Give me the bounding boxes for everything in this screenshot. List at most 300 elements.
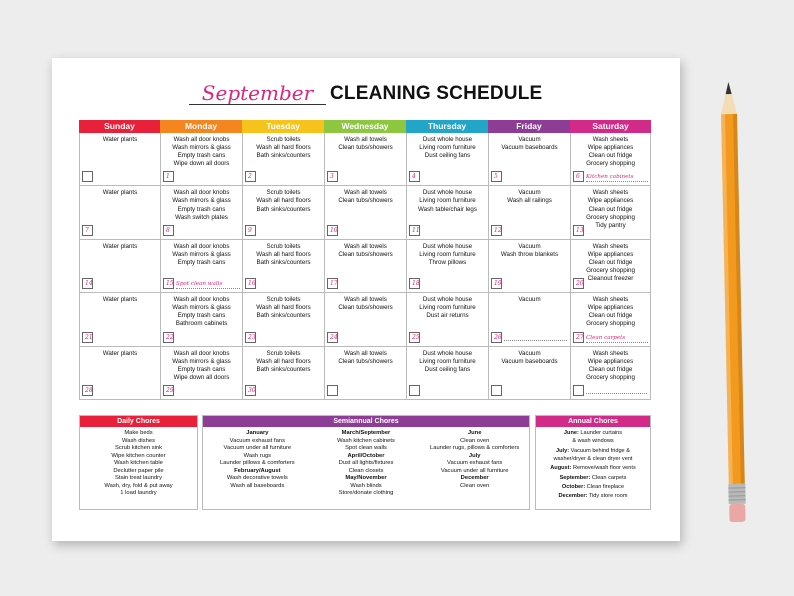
annual-chore-item <box>536 429 650 438</box>
checkbox[interactable] <box>327 332 338 343</box>
day-cell <box>79 186 160 238</box>
checkbox[interactable] <box>573 278 584 289</box>
day-number: 16 <box>248 280 256 288</box>
checkbox[interactable] <box>327 225 338 236</box>
day-number: 20 <box>576 280 584 288</box>
annual-chore-item <box>536 474 650 483</box>
annual-month-label: June: <box>563 430 579 436</box>
task-list <box>571 133 650 168</box>
checkbox[interactable] <box>491 385 502 396</box>
task-list <box>407 240 488 267</box>
page-title: CLEANING SCHEDULE <box>330 83 543 104</box>
pencil-ferrule <box>728 484 745 504</box>
day-cell <box>242 186 324 238</box>
checkbox[interactable] <box>491 332 502 343</box>
checkbox[interactable] <box>573 225 584 236</box>
day-number: 24 <box>330 333 338 341</box>
day-number: 23 <box>248 333 256 341</box>
task-item: Wash all towels <box>344 136 387 143</box>
task-item: Wash throw blankets <box>500 250 559 258</box>
day-cell <box>406 240 488 292</box>
task-item: Vacuum <box>518 349 541 357</box>
task-list <box>80 133 160 144</box>
semiannual-chore-item: Dust all lights/fixtures <box>338 460 394 466</box>
semiannual-chore-item: Vacuum exhaust fans <box>229 437 285 444</box>
task-item: Clean out fridge <box>588 312 633 320</box>
task-item: Dust whole house <box>422 242 473 250</box>
semiannual-chore-item: Wash kitchen cabinets <box>337 437 395 444</box>
task-item: Clean out fridge <box>588 205 633 213</box>
task-list <box>80 347 160 358</box>
semiannual-chore-item: Vacuum under all furniture <box>440 467 509 474</box>
printable-sheet <box>52 58 680 541</box>
annual-chore-continuation: & wash windows <box>572 438 614 445</box>
task-list <box>80 186 160 197</box>
weekday-header-friday: Friday <box>488 120 570 133</box>
day-cell <box>79 293 160 345</box>
day-number: 28 <box>85 386 93 394</box>
checkbox[interactable] <box>409 278 420 289</box>
task-item: Tidy pantry <box>595 221 626 229</box>
weekday-header-thursday: Thursday <box>406 120 488 133</box>
semiannual-chore-item: Store/donate clothing <box>338 490 394 496</box>
day-number: 14 <box>85 280 93 288</box>
pencil-eraser <box>729 504 745 522</box>
checkbox[interactable] <box>409 332 420 343</box>
task-list <box>325 133 406 152</box>
checkbox[interactable] <box>163 225 174 236</box>
task-item: Living room furniture <box>419 250 476 258</box>
task-item: Clean tubs/showers <box>338 357 393 365</box>
task-item: Wash all hard floors <box>256 304 311 312</box>
day-cell <box>79 240 160 292</box>
day-number: 10 <box>330 226 338 234</box>
task-item: Dust air returns <box>426 312 469 320</box>
task-item: Wash all towels <box>344 189 387 197</box>
daily-chore-item: 1 load laundry <box>120 490 157 496</box>
task-list <box>161 347 242 382</box>
day-number: 27 <box>576 333 584 341</box>
task-list <box>161 240 242 267</box>
task-list <box>161 133 242 168</box>
task-item: Grocery shopping <box>586 267 635 275</box>
daily-chores-title: Daily Chores <box>80 416 197 427</box>
task-item: Wash sheets <box>592 136 629 143</box>
checkbox[interactable] <box>163 171 174 182</box>
checkbox[interactable] <box>82 385 93 396</box>
checkbox[interactable] <box>327 171 338 182</box>
task-item: Scrub toilets <box>266 189 301 197</box>
checkbox[interactable] <box>163 332 174 343</box>
day-cell <box>406 293 488 345</box>
daily-chore-item: Make beds <box>124 430 153 436</box>
task-item: Bath sinks/counters <box>256 312 311 320</box>
semiannual-chore-item: Wash rugs <box>243 452 272 459</box>
task-item: Wash mirrors & glass <box>172 197 231 205</box>
week-row <box>79 347 651 400</box>
day-cell <box>570 347 651 399</box>
task-item: Water plants <box>102 242 138 250</box>
task-item: Water plants <box>102 189 138 197</box>
task-item: Wipe appliances <box>587 144 634 152</box>
annual-chore-text: Vacuum behind fridge & <box>570 447 630 454</box>
day-number: 13 <box>576 226 584 234</box>
task-item: Clean tubs/showers <box>338 144 393 152</box>
daily-chore-item: Stain treat laundry <box>114 475 163 481</box>
task-item: Empty trash cans <box>177 258 226 266</box>
task-item: Grocery shopping <box>586 213 635 221</box>
checkbox[interactable] <box>573 332 584 343</box>
checkbox[interactable] <box>82 225 93 236</box>
day-cell <box>406 186 488 238</box>
task-item: Wash mirrors & glass <box>172 250 231 258</box>
semiannual-month-heading: July <box>468 452 481 459</box>
task-item: Living room furniture <box>419 357 476 365</box>
day-cell <box>324 133 406 185</box>
task-item: Scrub toilets <box>266 242 301 250</box>
task-list <box>407 293 488 320</box>
weekday-header-monday: Monday <box>160 120 242 133</box>
checkbox[interactable] <box>491 278 502 289</box>
task-item: Dust ceiling fans <box>424 365 471 373</box>
header <box>52 82 680 112</box>
day-cell <box>79 347 160 399</box>
day-number: 7 <box>85 226 89 234</box>
task-item: Clean out fridge <box>588 258 633 266</box>
task-item: Empty trash cans <box>177 205 226 213</box>
task-item: Empty trash cans <box>177 365 226 373</box>
checkbox[interactable] <box>573 385 584 396</box>
day-number: 17 <box>330 280 338 288</box>
task-item: Clean out fridge <box>588 152 633 160</box>
day-cell <box>242 240 324 292</box>
daily-chore-item: Declutter paper pile <box>113 467 164 474</box>
annual-month-label: September: <box>559 474 591 481</box>
semiannual-columns <box>203 427 529 498</box>
task-item: Wipe appliances <box>587 357 634 365</box>
task-item: Water plants <box>102 296 138 304</box>
semiannual-column-1 <box>203 430 312 498</box>
task-item: Wash mirrors & glass <box>172 304 231 312</box>
semiannual-chore-item: Vacuum under all furniture <box>223 445 292 451</box>
semiannual-column-2 <box>312 430 421 498</box>
semiannual-chores-title: Semiannual Chores <box>203 416 529 427</box>
task-item: Clean tubs/showers <box>338 250 393 258</box>
daily-chores-list <box>80 427 197 498</box>
day-cell <box>570 133 651 185</box>
handwritten-note: Spot clean walls <box>176 280 240 289</box>
day-cell <box>570 240 651 292</box>
task-item: Bath sinks/counters <box>256 152 311 160</box>
calendar-grid <box>79 120 651 400</box>
day-cell <box>160 240 242 292</box>
weekday-header-tuesday: Tuesday <box>242 120 324 133</box>
day-cell <box>242 347 324 399</box>
task-item: Clean tubs/showers <box>338 304 393 312</box>
task-item: Wash sheets <box>592 349 629 357</box>
weekday-header-row <box>79 120 651 133</box>
task-list <box>407 347 488 374</box>
annual-month-label: December: <box>558 493 588 500</box>
annual-chore-item <box>536 483 650 492</box>
day-number: 6 <box>576 173 580 181</box>
task-list <box>243 133 324 160</box>
checkbox[interactable] <box>82 171 93 182</box>
checkbox[interactable] <box>245 225 256 236</box>
task-item: Dust whole house <box>422 189 473 197</box>
day-number: 19 <box>494 280 502 288</box>
annual-chore-item <box>536 447 650 456</box>
weekday-header-sunday: Sunday <box>79 120 160 133</box>
checkbox[interactable] <box>491 171 502 182</box>
task-item: Bath sinks/counters <box>256 365 311 373</box>
task-item: Wash all railings <box>507 197 552 205</box>
semiannual-chore-item: Vacuum exhaust fans <box>447 460 503 466</box>
day-cell <box>324 293 406 345</box>
task-list <box>489 293 570 304</box>
semiannual-month-heading: June <box>467 430 482 436</box>
task-item: Dust whole house <box>422 136 473 143</box>
task-item: Vacuum <box>518 242 541 250</box>
task-item: Wash switch plates <box>175 213 228 221</box>
day-cell <box>406 347 488 399</box>
checkbox[interactable] <box>163 385 174 396</box>
task-item: Vacuum baseboards <box>501 357 558 365</box>
week-row <box>79 240 651 293</box>
semiannual-chore-item: Launder pillows & comforters <box>219 460 295 466</box>
annual-chore-item <box>536 464 650 473</box>
annual-chore-text: Clean fireplace <box>586 483 625 490</box>
day-cell <box>406 133 488 185</box>
task-item: Cleanout freezer <box>587 275 634 283</box>
semiannual-month-heading: February/August <box>234 467 281 474</box>
task-list <box>243 347 324 374</box>
task-item: Bath sinks/counters <box>256 205 311 213</box>
checkbox[interactable] <box>573 171 584 182</box>
task-item: Wash all door knobs <box>173 189 230 197</box>
semiannual-column-3 <box>420 430 529 498</box>
task-list <box>571 347 650 382</box>
checkbox[interactable] <box>163 278 174 289</box>
task-list <box>407 186 488 213</box>
checkbox[interactable] <box>327 385 338 396</box>
checkbox[interactable] <box>409 171 420 182</box>
checkbox[interactable] <box>245 171 256 182</box>
task-list <box>571 240 650 283</box>
day-number: 5 <box>494 173 498 181</box>
task-item: Wash all hard floors <box>256 357 311 365</box>
semiannual-month-heading: January <box>246 430 269 436</box>
day-cell <box>488 293 570 345</box>
task-item: Wash table/chair legs <box>418 205 477 213</box>
checkbox[interactable] <box>409 385 420 396</box>
task-list <box>243 293 324 320</box>
daily-chore-item: Wash dishes <box>122 437 155 444</box>
task-item: Wash all hard floors <box>256 197 311 205</box>
day-cell <box>570 293 651 345</box>
task-list <box>243 186 324 213</box>
task-item: Vacuum <box>518 189 541 197</box>
checkbox[interactable] <box>327 278 338 289</box>
semiannual-chore-item: Wash decorative towels <box>226 475 288 481</box>
task-list <box>489 240 570 259</box>
semiannual-chore-item: Clean oven <box>460 437 490 444</box>
task-item: Grocery shopping <box>586 160 635 168</box>
task-item: Water plants <box>102 349 138 357</box>
task-list <box>161 293 242 328</box>
day-number: 4 <box>412 173 416 181</box>
day-number: 1 <box>166 173 170 181</box>
checkbox[interactable] <box>245 385 256 396</box>
day-number: 18 <box>412 280 420 288</box>
handwritten-note: Clean carpets <box>586 334 648 343</box>
annual-chore-text: Remove/wash floor vents <box>572 465 636 472</box>
annual-chore-text: Clean carpets <box>591 474 627 481</box>
checkbox[interactable] <box>491 225 502 236</box>
day-number: 30 <box>248 386 256 394</box>
day-cell <box>79 133 160 185</box>
task-list <box>161 186 242 221</box>
task-list <box>80 293 160 304</box>
daily-chore-item: Wash, dry, fold & put away <box>104 482 173 489</box>
blank-write-line <box>586 393 647 394</box>
task-item: Wash sheets <box>592 242 629 250</box>
task-item: Wash all towels <box>344 349 387 357</box>
day-cell <box>160 347 242 399</box>
task-item: Living room furniture <box>419 144 476 152</box>
task-item: Vacuum <box>518 296 541 304</box>
daily-chore-item: Wash kitchen table <box>114 460 163 466</box>
task-item: Wash all towels <box>344 242 387 250</box>
week-row <box>79 293 651 346</box>
annual-month-label: July: <box>556 447 570 454</box>
semiannual-month-heading: December <box>460 475 489 481</box>
blank-write-line <box>504 340 567 341</box>
day-cell <box>324 186 406 238</box>
daily-chore-item: Scrub kitchen sink <box>114 445 163 451</box>
task-item: Wash all towels <box>344 296 387 304</box>
task-item: Wash all hard floors <box>256 250 311 258</box>
task-item: Clean out fridge <box>588 365 633 373</box>
checkbox[interactable] <box>245 278 256 289</box>
task-item: Vacuum baseboards <box>501 144 558 152</box>
annual-chores-list <box>536 427 650 501</box>
task-item: Wash sheets <box>592 296 629 304</box>
task-item: Dust whole house <box>422 349 473 357</box>
day-cell <box>488 347 570 399</box>
day-number: 25 <box>412 333 420 341</box>
semiannual-month-heading: March/September <box>341 430 391 436</box>
annual-chore-item <box>536 492 650 501</box>
task-list <box>489 186 570 205</box>
pencil-lead <box>725 82 731 94</box>
annual-chores-panel <box>535 415 651 510</box>
task-list <box>489 133 570 152</box>
day-cell <box>242 293 324 345</box>
checkbox[interactable] <box>245 332 256 343</box>
pencil-image <box>717 80 749 526</box>
semiannual-chore-item: Launder rugs, pillows & comforters <box>430 445 520 451</box>
task-list <box>325 293 406 312</box>
day-cell <box>160 186 242 238</box>
day-number: 12 <box>494 226 502 234</box>
task-list <box>325 347 406 366</box>
task-list <box>325 186 406 205</box>
task-item: Wash all hard floors <box>256 144 311 152</box>
annual-chores-title: Annual Chores <box>536 416 650 427</box>
day-number: 21 <box>85 333 93 341</box>
day-cell <box>488 133 570 185</box>
day-cell <box>488 240 570 292</box>
semiannual-chore-item: Clean closets <box>348 467 384 474</box>
task-item: Scrub toilets <box>266 349 301 357</box>
task-item: Bath sinks/counters <box>256 258 311 266</box>
task-list <box>571 186 650 229</box>
checkbox[interactable] <box>82 278 93 289</box>
task-item: Wash all door knobs <box>173 349 230 357</box>
weeks-container <box>79 133 651 400</box>
semiannual-month-heading: May/November <box>345 475 387 481</box>
task-list <box>407 133 488 160</box>
semiannual-chore-item: Wash all baseboards <box>230 482 285 489</box>
day-number: 29 <box>166 386 174 394</box>
task-item: Throw pillows <box>428 258 467 266</box>
task-item: Clean tubs/showers <box>338 197 393 205</box>
day-number: 15 <box>166 280 174 288</box>
checkbox[interactable] <box>409 225 420 236</box>
task-item: Wash all door knobs <box>173 136 230 143</box>
annual-chore-text: Tidy store room <box>588 493 628 500</box>
daily-chores-panel <box>79 415 198 510</box>
checkbox[interactable] <box>82 332 93 343</box>
day-number: 3 <box>330 173 334 181</box>
task-item: Dust ceiling fans <box>424 152 471 160</box>
task-item: Wash all door knobs <box>173 242 230 250</box>
task-item: Wipe appliances <box>587 197 634 205</box>
task-list <box>80 240 160 251</box>
semiannual-month-heading: April/October <box>347 452 385 459</box>
day-number: 9 <box>248 226 252 234</box>
task-list <box>325 240 406 259</box>
day-number: 8 <box>166 226 170 234</box>
task-item: Wipe appliances <box>587 304 634 312</box>
task-item: Scrub toilets <box>266 136 301 143</box>
annual-chore-text: Launder curtains <box>580 430 623 436</box>
day-cell <box>570 186 651 238</box>
task-item: Wash mirrors & glass <box>172 144 231 152</box>
weekday-header-wednesday: Wednesday <box>324 120 406 133</box>
day-cell <box>488 186 570 238</box>
task-item: Vacuum <box>518 136 541 143</box>
day-cell <box>160 133 242 185</box>
semiannual-chores-panel <box>202 415 530 510</box>
handwritten-note: Kitchen cabinets <box>586 173 648 182</box>
task-list <box>571 293 650 328</box>
day-cell <box>242 133 324 185</box>
week-row <box>79 186 651 239</box>
day-cell <box>324 347 406 399</box>
task-item: Living room furniture <box>419 197 476 205</box>
annual-chore-continuation: washer/dryer & clean dryer vent <box>553 455 633 462</box>
task-item: Wipe down all doors <box>173 373 230 381</box>
day-number: 2 <box>248 173 252 181</box>
task-item: Water plants <box>102 136 138 143</box>
task-list <box>243 240 324 267</box>
task-item: Bathroom cabinets <box>175 320 228 328</box>
semiannual-chore-item: Wash blinds <box>350 482 382 489</box>
task-list <box>489 347 570 366</box>
task-item: Grocery shopping <box>586 320 635 328</box>
